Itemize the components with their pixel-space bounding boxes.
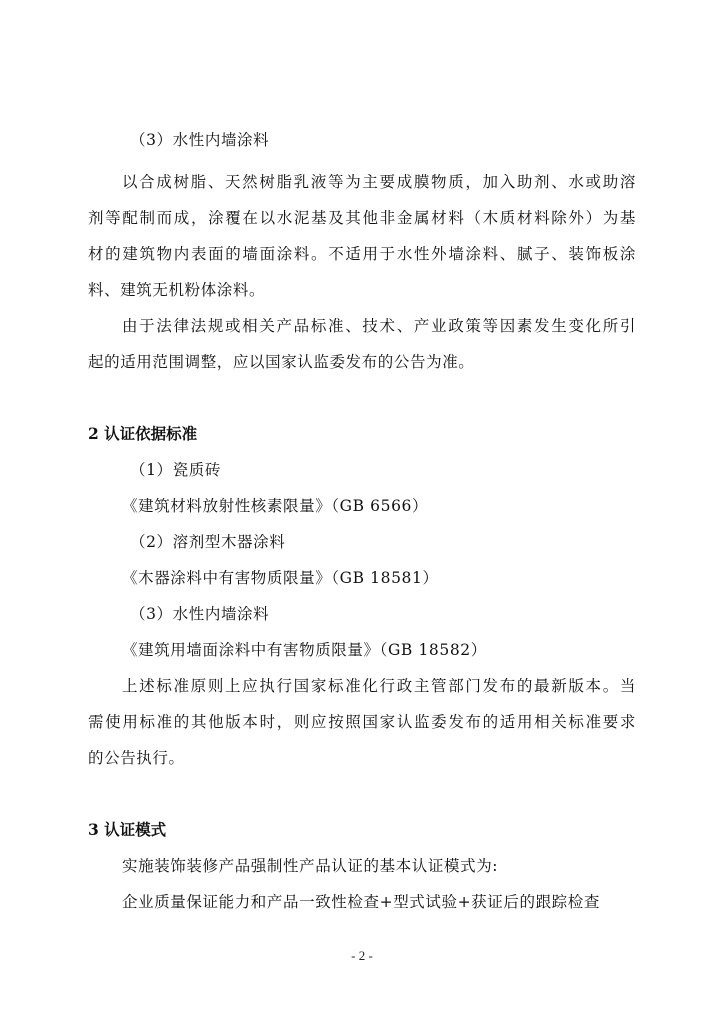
- certification-mode-detail: 企业质量保证能力和产品一致性检查+型式试验+获证后的跟踪检查: [122, 893, 600, 911]
- certification-mode-intro: 实施装饰装修产品强制性产品认证的基本认证模式为:: [122, 857, 499, 875]
- page-number: - 2 -: [351, 948, 373, 963]
- section-heading-2: 2 认证依据标准: [88, 424, 198, 443]
- standard-item-1-label: （1）瓷质砖: [130, 461, 221, 479]
- definition-line-1: 以合成树脂、天然树脂乳液等为主要成膜物质，加入助剂、水或助溶: [122, 173, 636, 191]
- standard-note-line-3: 的公告执行。: [88, 749, 185, 767]
- section-heading-3: 3 认证模式: [88, 820, 167, 839]
- standard-note-line-1: 上述标准原则上应执行国家标准化行政主管部门发布的最新版本。当: [122, 677, 636, 695]
- scope-note-line-2: 起的适用范围调整，应以国家认监委发布的公告为准。: [88, 353, 475, 371]
- subheading-water-based-interior-coating: （3）水性内墙涂料: [130, 131, 270, 149]
- standard-item-2-label: （2）溶剂型木器涂料: [130, 533, 286, 551]
- standard-note-line-2: 需使用标准的其他版本时，则应按照国家认监委发布的适用相关标准要求: [88, 713, 636, 731]
- definition-line-4: 料、建筑无机粉体涂料。: [88, 281, 266, 299]
- scope-note-line-1: 由于法律法规或相关产品标准、技术、产业政策等因素发生变化所引: [122, 317, 636, 335]
- standard-item-2-reference: 《木器涂料中有害物质限量》（GB 18581）: [122, 569, 439, 587]
- definition-line-3: 材的建筑物内表面的墙面涂料。不适用于水性外墙涂料、腻子、装饰板涂: [88, 245, 636, 263]
- definition-line-2: 剂等配制而成，涂覆在以水泥基及其他非金属材料（木质材料除外）为基: [88, 209, 636, 227]
- standard-item-3-reference: 《建筑用墙面涂料中有害物质限量》（GB 18582）: [122, 641, 487, 659]
- standard-item-3-label: （3）水性内墙涂料: [130, 605, 270, 623]
- standard-item-1-reference: 《建筑材料放射性核素限量》（GB 6566）: [122, 497, 429, 515]
